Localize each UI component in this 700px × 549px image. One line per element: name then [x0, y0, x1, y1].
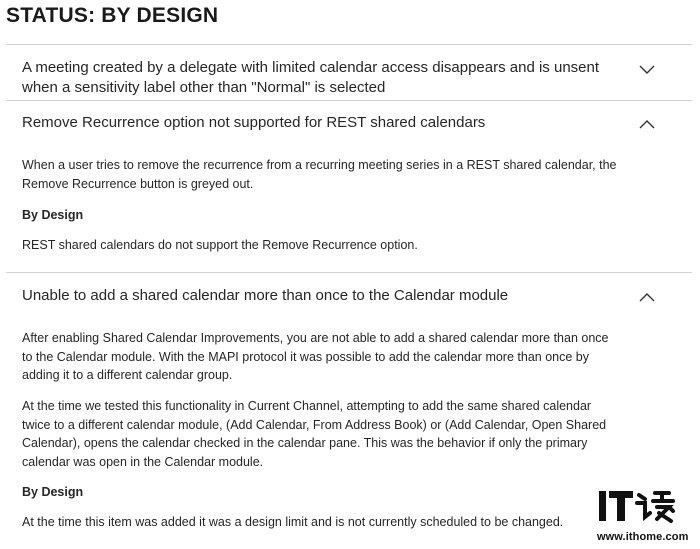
ithome-logo-icon [597, 487, 693, 529]
accordion-title: Unable to add a shared calendar more than once to the Calendar module [22, 287, 509, 304]
accordion-title: A meeting created by a delegate with limited calendar access disappears and is unsent when a sensitivity label other than "Normal" is selected [22, 59, 600, 96]
description-text: After enabling Shared Calendar Improvements, you are not able to add a shared calendar more than once to the Calendar module. With the MAPI protocol it was possible to add the calendar more than once by adding it to a different calendar group. [22, 331, 609, 382]
accordion-item-shared-calendar [6, 272, 692, 543]
accordion-header[interactable] [6, 101, 692, 145]
status-label: By Design [22, 208, 84, 222]
page-title: STATUS: BY DESIGN [6, 4, 219, 27]
ithome-watermark [597, 487, 693, 545]
resolution-text: REST shared calendars do not support the Remove Recurrence option. [22, 238, 418, 252]
accordion-header[interactable] [6, 273, 692, 319]
description-text: At the time we tested this functionality in Current Channel, attempting to add the same shared calendar twice to a different calendar module, (Add Calendar, From Address Book) or (Add Calendar, Open Shared Calendar), opens the calendar checked in the calendar pane. This was the behavior if only the primary calendar was open in the Calendar module. [22, 399, 607, 469]
accordion-title: Remove Recurrence option not supported for REST shared calendars [22, 114, 486, 131]
accordion-header[interactable] [6, 45, 692, 101]
chevron-up-icon[interactable] [638, 291, 656, 303]
description-text: When a user tries to remove the recurrence from a recurring meeting series in a REST shared calendar, the Remove Recurrence button is greyed out. [22, 158, 617, 191]
resolution-text: At the time this item was added it was a design limit and is not currently scheduled to be changed. [22, 515, 564, 529]
chevron-up-icon[interactable] [638, 118, 656, 130]
accordion-item-remove-recurrence [6, 100, 692, 273]
chevron-down-icon[interactable] [638, 63, 656, 75]
accordion-item-delegate-meeting [6, 44, 692, 101]
watermark-url: www.ithome.com [597, 531, 689, 543]
status-label: By Design [22, 485, 84, 499]
